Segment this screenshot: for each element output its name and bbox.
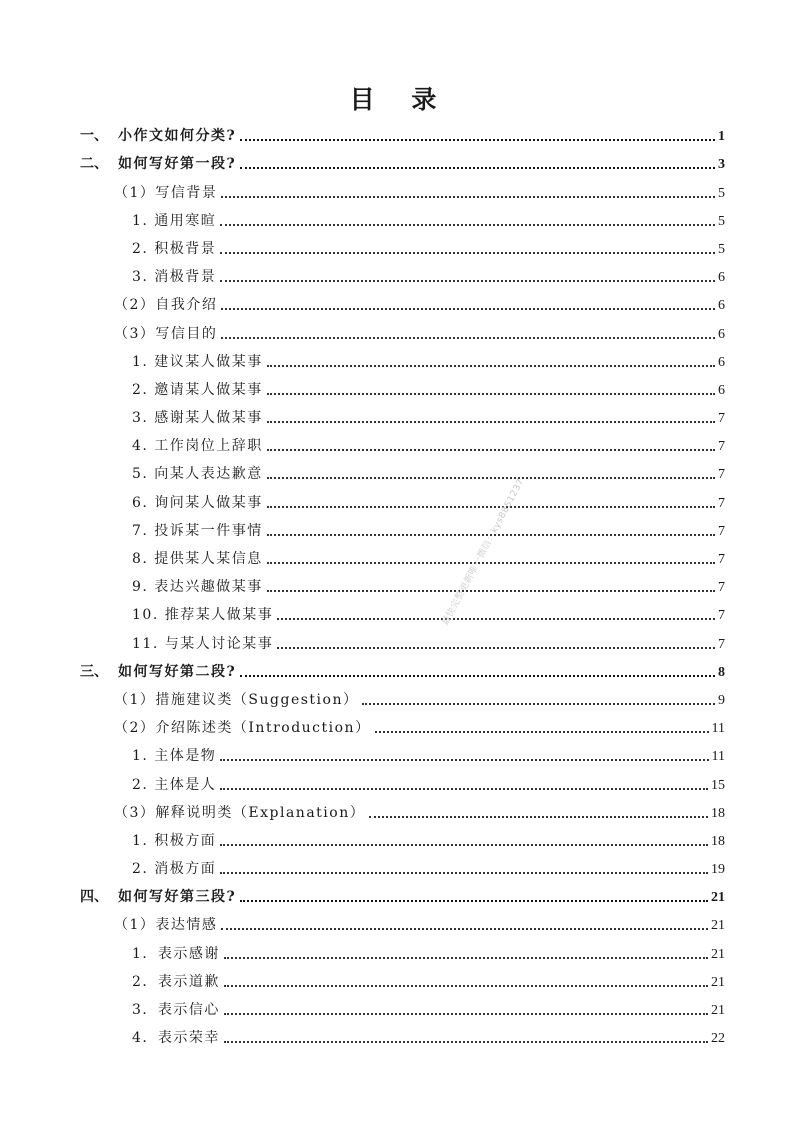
toc-entry-label: 2. 邀请某人做某事 — [132, 381, 263, 398]
toc-entry-page-number: 3 — [718, 157, 725, 173]
toc-entry[interactable] — [80, 850, 725, 878]
toc-entry-label: 11. 与某人讨论某事 — [132, 635, 274, 652]
toc-entry-label: 5. 向某人表达歉意 — [132, 466, 263, 483]
dot-leader — [267, 506, 715, 508]
dot-leader — [277, 647, 715, 649]
toc-entry-number: 二、 — [80, 156, 108, 173]
dot-leader — [267, 590, 715, 592]
toc-entry-label: 如何写好第一段? — [118, 156, 237, 173]
dot-leader — [220, 252, 715, 254]
toc-entry[interactable] — [80, 286, 725, 314]
toc-entry-label: （2）介绍陈述类（Introduction） — [114, 720, 371, 737]
toc-entry[interactable] — [80, 991, 725, 1019]
dot-leader — [267, 421, 715, 423]
toc-entry-page-number: 5 — [718, 213, 725, 229]
page-title: 目 录 — [349, 85, 451, 114]
toc-entry-page-number: 11 — [711, 721, 725, 737]
toc-entry[interactable] — [80, 906, 725, 934]
dot-leader — [267, 365, 715, 367]
toc-entry-label: 1. 积极方面 — [132, 832, 217, 849]
toc-entry[interactable] — [80, 681, 725, 709]
dot-leader — [221, 196, 715, 198]
toc-entry-page-number: 5 — [718, 185, 725, 201]
toc-entry-label: （3）解释说明类（Explanation） — [114, 804, 366, 821]
toc-entry-label: 2. 积极背景 — [132, 240, 217, 257]
dot-leader — [224, 1013, 708, 1015]
toc-entry[interactable] — [80, 258, 725, 286]
toc-entry-page-number: 15 — [711, 777, 725, 793]
dot-leader — [220, 280, 715, 282]
dot-leader — [220, 788, 708, 790]
toc-entry-page-number: 21 — [711, 974, 725, 990]
toc-entry-label: 7. 投诉某一件事情 — [132, 522, 263, 539]
toc-entry-label: 3．表示信心 — [132, 1002, 220, 1018]
toc-entry-label: 4. 工作岗位上辞职 — [132, 438, 263, 455]
toc-entry-label: 如何写好第三段? — [118, 889, 237, 906]
toc-entry-page-number: 8 — [718, 664, 725, 680]
toc-entry-page-number: 7 — [718, 580, 725, 596]
watermark-text: 最快完整更新唯一微信：kys8851237 — [440, 477, 527, 628]
dot-leader — [224, 957, 708, 959]
toc-entry[interactable] — [80, 596, 725, 624]
toc-entry-page-number: 6 — [718, 326, 725, 342]
toc-entry[interactable] — [80, 540, 725, 568]
dot-leader — [224, 1041, 708, 1043]
dot-leader — [375, 731, 709, 733]
dot-leader — [220, 224, 715, 226]
dot-leader — [362, 703, 715, 705]
dot-leader — [240, 900, 708, 902]
toc-entry[interactable] — [80, 568, 725, 596]
toc-entry-label: 小作文如何分类? — [118, 128, 237, 145]
toc-entry-label: 2. 主体是人 — [132, 776, 217, 793]
toc-entry-page-number: 21 — [711, 918, 725, 934]
dot-leader — [224, 985, 708, 987]
toc-entry[interactable] — [80, 173, 725, 201]
toc-entry[interactable] — [80, 794, 725, 822]
toc-entry-page-number: 6 — [718, 382, 725, 398]
dot-leader — [240, 675, 715, 677]
dot-leader — [277, 618, 715, 620]
toc-entry[interactable] — [80, 765, 725, 793]
dot-leader — [240, 167, 715, 169]
toc-entry-page-number: 7 — [718, 495, 725, 511]
toc-entry-page-number: 21 — [711, 890, 725, 906]
toc-entry[interactable] — [80, 230, 725, 258]
toc-entry-page-number: 6 — [718, 354, 725, 370]
toc-entry-label: 10. 推荐某人做某事 — [132, 607, 274, 624]
dot-leader — [369, 816, 708, 818]
toc-entry[interactable] — [80, 822, 725, 850]
toc-entry-label: 9. 表达兴趣做某事 — [132, 579, 263, 596]
toc-entry[interactable] — [80, 653, 725, 681]
toc-entry-label: 2. 消极方面 — [132, 861, 217, 878]
dot-leader — [221, 337, 715, 339]
toc-entry[interactable] — [80, 963, 725, 991]
toc-entry-label: 1．表示感谢 — [132, 945, 220, 962]
toc-entry-page-number: 9 — [718, 692, 725, 708]
dot-leader — [221, 928, 708, 930]
toc-entry[interactable] — [80, 934, 725, 962]
toc-entry-label: （1）表达情感 — [114, 917, 218, 934]
toc-entry-page-number: 18 — [711, 833, 725, 849]
toc-entry[interactable] — [80, 399, 725, 427]
toc-entry[interactable] — [80, 512, 725, 540]
toc-entry-label: （3）写信目的 — [114, 325, 218, 342]
toc-entry[interactable] — [80, 343, 725, 371]
toc-entry-label: 6. 询问某人做某事 — [132, 494, 263, 511]
toc-entry-page-number: 7 — [718, 467, 725, 483]
dot-leader — [267, 562, 715, 564]
toc-entry-label: 1. 建议某人做某事 — [132, 353, 263, 370]
dot-leader — [267, 393, 715, 395]
dot-leader — [220, 872, 708, 874]
toc-entry-page-number: 19 — [711, 862, 725, 878]
toc-entry-number: 一、 — [80, 128, 108, 145]
toc-entry-label: 如何写好第二段? — [118, 663, 237, 680]
toc-entry[interactable] — [80, 709, 725, 737]
toc-entry-page-number: 7 — [718, 552, 725, 567]
toc-entry[interactable] — [80, 314, 725, 342]
toc-entry[interactable] — [80, 427, 725, 455]
toc-entry[interactable] — [80, 117, 725, 145]
toc-entry-label: （1）措施建议类（Suggestion） — [114, 691, 359, 708]
toc-entry-label: 1. 主体是物 — [132, 748, 217, 765]
toc-entry-page-number: 1 — [718, 129, 725, 145]
toc-entry[interactable] — [80, 455, 725, 483]
toc-entry[interactable] — [80, 737, 725, 765]
toc-entry-label: 3. 消极背景 — [132, 269, 217, 286]
toc-entry-label: 3. 感谢某人做某事 — [132, 410, 263, 427]
dot-leader — [240, 139, 715, 141]
toc-entry-page-number: 18 — [711, 805, 725, 821]
toc-entry-page-number: 6 — [718, 298, 725, 314]
toc-entry[interactable] — [80, 878, 725, 906]
toc-entry-page-number: 21 — [711, 1003, 725, 1018]
toc-entry[interactable] — [80, 483, 725, 511]
toc-entry-page-number: 6 — [718, 270, 725, 286]
toc-entry-page-number: 7 — [718, 523, 725, 539]
toc-entry-page-number: 7 — [718, 439, 725, 455]
dot-leader — [220, 759, 708, 761]
toc-entry[interactable] — [80, 371, 725, 399]
toc-entry-page-number: 11 — [711, 749, 725, 765]
toc-entry-number: 三、 — [80, 663, 108, 680]
toc-entry-label: 8. 提供某人某信息 — [132, 551, 263, 567]
table-of-contents — [80, 117, 725, 1047]
toc-entry-page-number: 7 — [718, 636, 725, 652]
toc-entry-page-number: 22 — [711, 1031, 725, 1047]
dot-leader — [267, 449, 715, 451]
dot-leader — [220, 844, 708, 846]
toc-entry[interactable] — [80, 624, 725, 652]
toc-entry-page-number: 7 — [718, 608, 725, 624]
dot-leader — [267, 477, 715, 479]
toc-entry-label: 1. 通用寒暄 — [132, 212, 217, 229]
toc-entry[interactable] — [80, 1019, 725, 1047]
toc-entry-label: （2）自我介绍 — [114, 297, 218, 314]
dot-leader — [221, 308, 715, 310]
toc-entry-page-number: 7 — [718, 411, 725, 427]
toc-entry-label: 2．表示道歉 — [132, 973, 220, 990]
toc-entry[interactable] — [80, 145, 725, 173]
toc-entry-label: （1）写信背景 — [114, 184, 218, 201]
toc-entry-label: 4．表示荣幸 — [132, 1030, 220, 1047]
toc-entry-page-number: 21 — [711, 946, 725, 962]
toc-entry-page-number: 5 — [718, 241, 725, 257]
toc-entry[interactable] — [80, 202, 725, 230]
toc-entry-number: 四、 — [80, 889, 108, 906]
